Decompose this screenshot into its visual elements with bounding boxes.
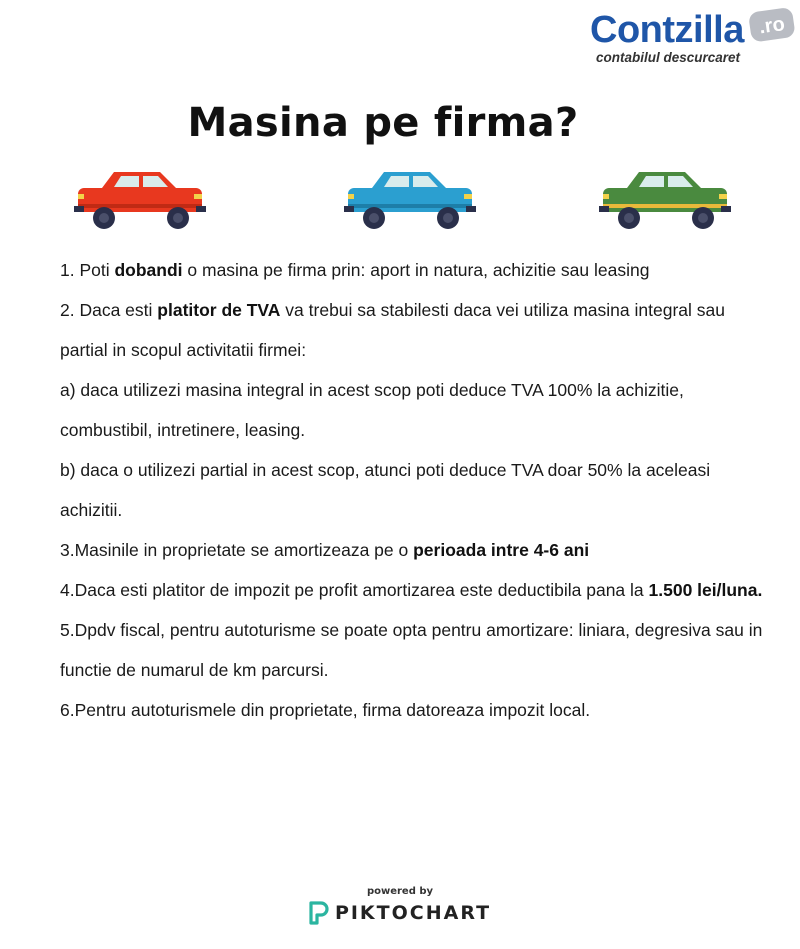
piktochart-icon (309, 901, 329, 925)
list-item: b) daca o utilizezi partial in acest scop, atunci poti deduce TVA doar 50% la aceleasi achizitii. (60, 460, 711, 520)
powered-by-label: powered by (366, 886, 434, 897)
contzilla-logo (588, 4, 798, 68)
list-item: 6.Pentru autoturismele din proprietate, firma datoreaza impozit local. (60, 700, 591, 720)
list-item: 5.Dpdv fiscal, pentru autoturisme se poate opta pentru amortizare: liniara, degresiva sau in functie de numarul de km parcursi. (60, 620, 763, 680)
logo-tagline: contabilul descurcaret (596, 50, 741, 65)
car-blue-icon (344, 166, 476, 234)
info-list (60, 250, 770, 730)
list-item: 2. Daca esti platitor de TVA va trebui sa stabilesti daca vei utiliza masina integral sau partial in scopul activitatii firmei: (60, 300, 725, 360)
logo-badge (748, 7, 796, 43)
list-item: 3.Masinile in proprietate se amortizeaza pe o perioada intre 4-6 ani (60, 540, 590, 560)
piktochart-logo[interactable] (309, 901, 491, 925)
page-title: Masina pe firma? (187, 100, 579, 146)
list-item: 4.Daca esti platitor de impozit pe profit amortizarea este deductibila pana la 1.500 lei/luna. (60, 580, 763, 600)
logo-suffix: .ro (757, 13, 787, 39)
car-green-icon (599, 166, 731, 234)
car-red-icon (74, 166, 206, 234)
piktochart-brand: PIKTOCHART (334, 902, 492, 924)
footer (0, 886, 800, 930)
list-item: 1. Poti dobandi o masina pe firma prin: aport in natura, achizitie sau leasing (60, 260, 650, 280)
list-item: a) daca utilizezi masina integral in acest scop poti deduce TVA 100% la achizitie, combustibil, intretinere, leasing. (60, 380, 684, 440)
logo-name: Contzilla (590, 9, 744, 51)
